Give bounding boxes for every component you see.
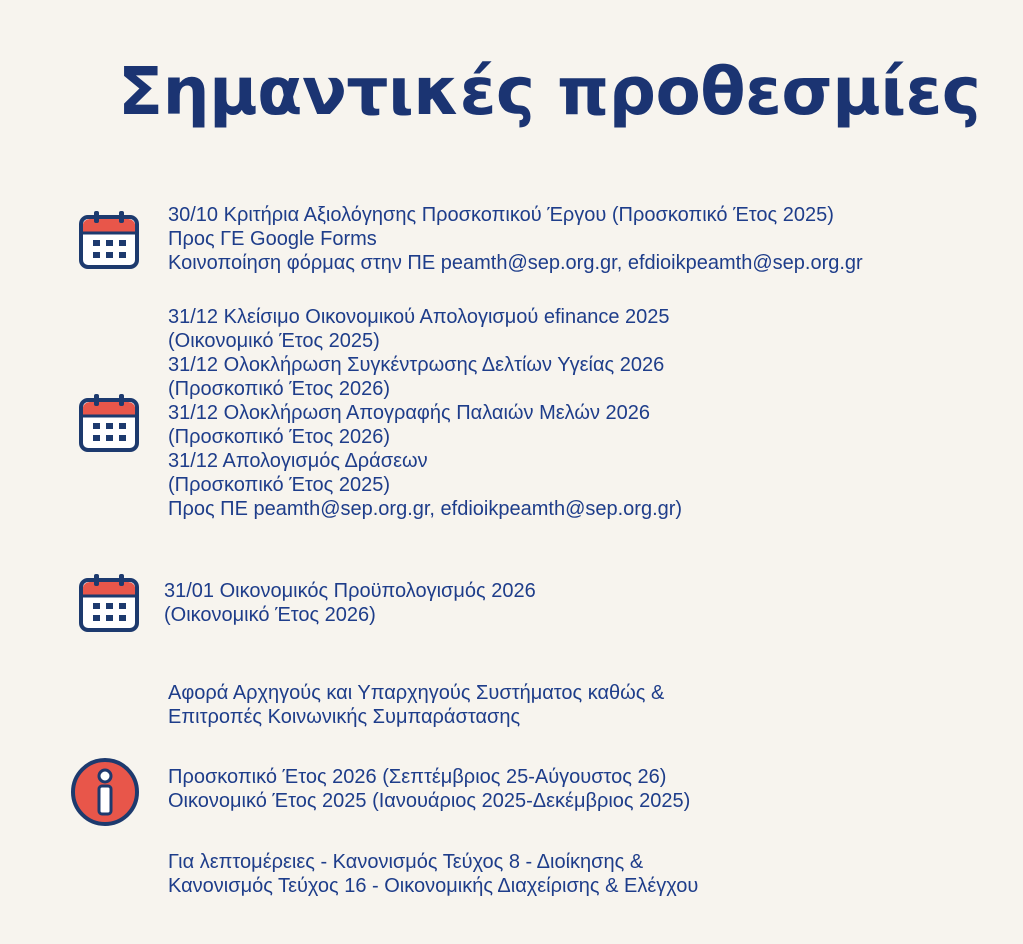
years-note [168,765,690,813]
deadline-line: (Προσκοπικό Έτος 2026) [168,426,390,448]
deadline-line: Προς ΠΕ peamth@sep.org.gr, efdioikpeamth@sep.org.gr) [168,498,683,520]
note-line: Επιτροπές Κοινωνικής Συμπαράστασης [168,706,521,728]
deadline-group-3 [164,579,536,627]
deadline-line: 31/12 Απολογισμός Δράσεων [168,450,428,472]
deadline-line: (Προσκοπικό Έτος 2025) [168,474,390,496]
deadline-group-2 [168,305,682,521]
deadline-group-1 [168,203,863,275]
deadline-line: 31/01 Οικονομικός Προϋπολογισμός 2026 [164,580,536,602]
note-line: Για λεπτομέρειες - Κανονισμός Τεύχος 8 - Διοίκησης & [168,851,644,873]
note-line: Προσκοπικό Έτος 2026 (Σεπτέμβριος 25-Αύγουστος 26) [168,766,667,788]
audience-note [168,681,664,729]
deadline-line: (Προσκοπικό Έτος 2026) [168,378,390,400]
details-note [168,850,698,898]
note-line: Κανονισμός Τεύχος 16 - Οικονομικής Διαχείρισης & Ελέγχου [168,875,699,897]
deadline-line: Κοινοποίηση φόρμας στην ΠΕ peamth@sep.org.gr, efdioikpeamth@sep.org.gr [168,252,863,274]
deadline-line: Προς ΓΕ Google Forms [168,228,377,250]
deadline-line: 31/12 Κλείσιμο Οικονομικού Απολογισμού efinance 2025 [168,306,670,328]
deadline-line: 31/12 Ολοκλήρωση Συγκέντρωσης Δελτίων Υγείας 2026 [168,354,665,376]
calendar-icon [78,209,140,271]
deadline-line: (Οικονομικό Έτος 2025) [168,330,380,352]
info-icon [70,757,140,827]
deadline-line: 30/10 Κριτήρια Αξιολόγησης Προσκοπικού Έργου (Προσκοπικό Έτος 2025) [168,204,834,226]
deadline-line: (Οικονομικό Έτος 2026) [164,604,376,626]
page-title: Σημαντικές προθεσμίες [118,53,981,130]
deadline-line: 31/12 Ολοκλήρωση Απογραφής Παλαιών Μελών 2026 [168,402,651,424]
note-line: Οικονομικό Έτος 2025 (Ιανουάριος 2025-Δεκέμβριος 2025) [168,790,691,812]
calendar-icon [78,572,140,634]
note-line: Αφορά Αρχηγούς και Υπαρχηγούς Συστήματος καθώς & [168,682,665,704]
calendar-icon [78,392,140,454]
